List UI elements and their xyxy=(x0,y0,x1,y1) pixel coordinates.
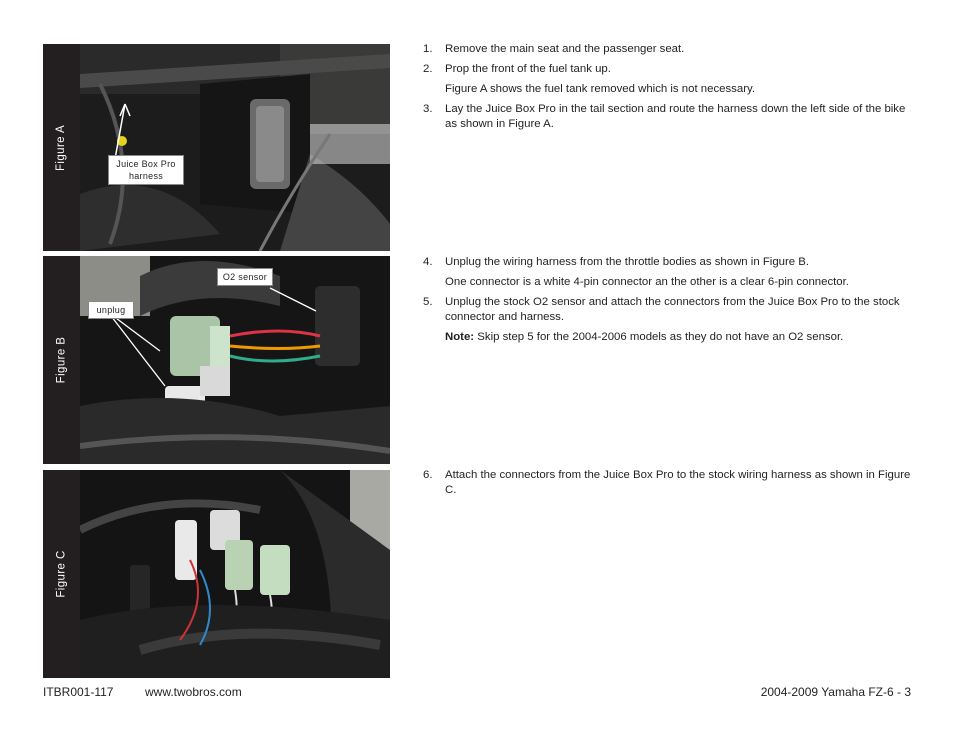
step-number: 4. xyxy=(423,256,433,268)
step-5 xyxy=(423,295,913,325)
step-text: Unplug the stock O2 sensor and attach the connectors from the Juice Box Pro to the stock connector and harness. xyxy=(445,296,900,323)
steps-section-2 xyxy=(423,255,913,350)
unplug-label: unplug xyxy=(96,305,126,315)
step-2-note: Figure A shows the fuel tank removed which is not necessary. xyxy=(445,83,756,95)
figure-b-photo xyxy=(80,256,390,464)
step-2 xyxy=(423,62,913,77)
figure-b-tab xyxy=(43,256,80,464)
figure-a-image xyxy=(80,44,390,251)
step-text: Attach the connectors from the Juice Box Pro to the stock wiring harness as shown in Figure C. xyxy=(445,469,911,496)
figure-c-tab xyxy=(43,470,80,678)
step-number: 1. xyxy=(423,43,433,55)
figure-b-image xyxy=(80,256,390,464)
steps-section-3 xyxy=(423,468,913,503)
note-text: Skip step 5 for the 2004-2006 models as they do not have an O2 sensor. xyxy=(474,331,844,343)
step-number: 5. xyxy=(423,296,433,308)
step-5-note xyxy=(423,330,913,345)
step-number: 6. xyxy=(423,469,433,481)
figure-a-tab xyxy=(43,44,80,251)
step-text: Lay the Juice Box Pro in the tail section and route the harness down the left side of the bike as shown in Figure A. xyxy=(445,103,906,130)
footer-url[interactable]: www.twobros.com xyxy=(145,685,242,699)
footer-model-page: 2004-2009 Yamaha FZ-6 - 3 xyxy=(760,685,911,699)
juice-box-harness-callout xyxy=(108,155,184,185)
note-bold: Note: xyxy=(445,331,475,343)
figure-b-label: Figure B xyxy=(55,336,68,384)
step-text: Remove the main seat and the passenger seat. xyxy=(445,43,685,55)
figure-a-label: Figure A xyxy=(55,124,68,171)
figure-a-photo xyxy=(80,44,390,251)
step-4 xyxy=(423,255,913,270)
o2-sensor-callout xyxy=(217,268,273,286)
step-number: 2. xyxy=(423,63,433,75)
callout-line-2: harness xyxy=(128,171,164,181)
footer-code: ITBR001-117 xyxy=(43,685,114,699)
step-1 xyxy=(423,42,913,57)
step-4-note: One connector is a white 4-pin connector an the other is a clear 6-pin connector. xyxy=(445,276,849,288)
figure-c-photo xyxy=(80,470,390,678)
step-text: Unplug the wiring harness from the throttle bodies as shown in Figure B. xyxy=(445,256,810,268)
steps-section-1 xyxy=(423,42,913,137)
step-6 xyxy=(423,468,913,498)
step-3 xyxy=(423,102,913,132)
step-number: 3. xyxy=(423,103,433,115)
step-text: Prop the front of the fuel tank up. xyxy=(445,63,611,75)
unplug-callout xyxy=(88,301,134,319)
figure-c-label: Figure C xyxy=(55,550,68,598)
figure-c-image xyxy=(80,470,390,678)
o2-sensor-label: O2 sensor xyxy=(222,272,268,282)
callout-line-1: Juice Box Pro xyxy=(116,159,176,169)
